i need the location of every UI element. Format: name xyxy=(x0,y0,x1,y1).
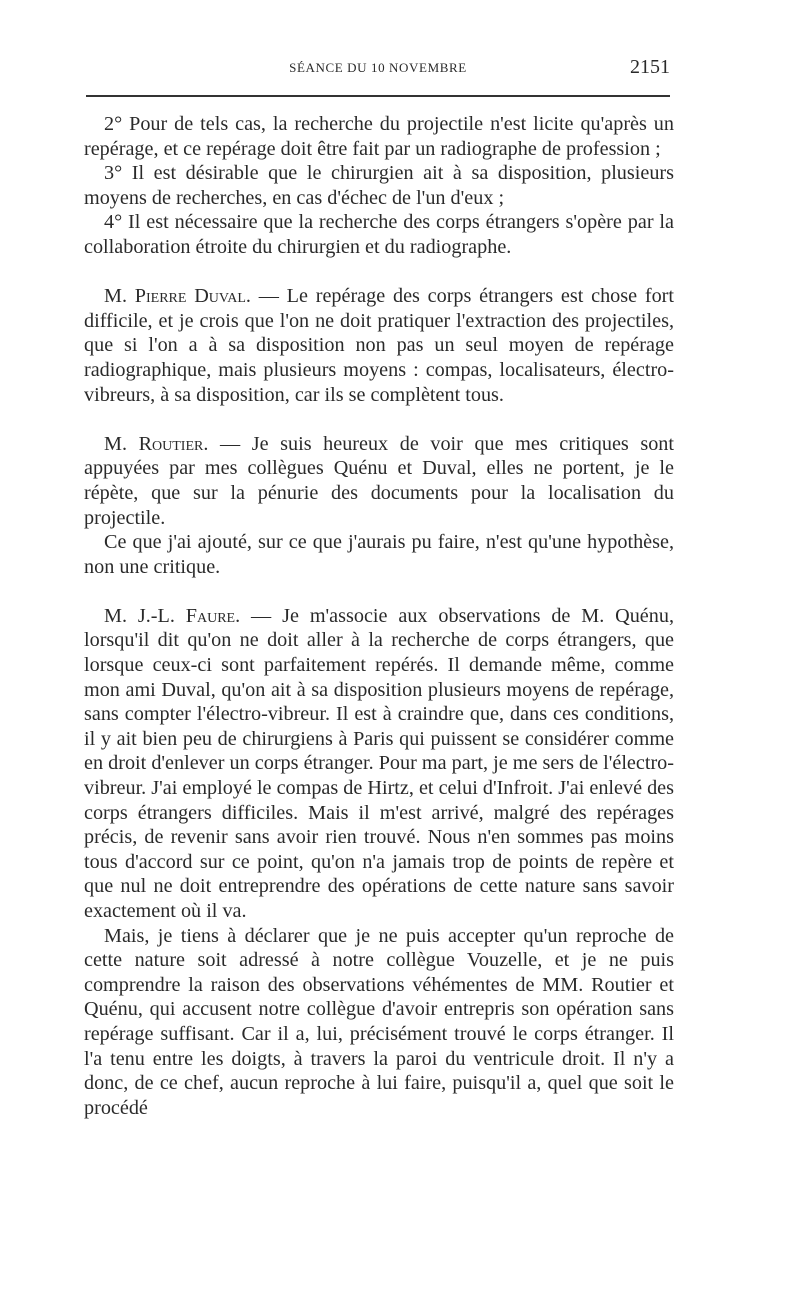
paragraph-3 xyxy=(84,161,674,210)
paragraph-4 xyxy=(84,210,674,259)
paragraph-text: — Je m'associe aux observations de M. Quénu, lorsqu'il dit qu'on ne doit aller à la recherche de corps étrangers, que lorsque ceux-ci sont parfaitement repérés. Il demande même, comme mon ami Duval, qu'on ait à sa disposition plusieurs moyens de repérage, sans compter l'électro-vibreur. Il est à craindre que, dans ces conditions, il y ait bien peu de chirurgiens à Paris qui puissent se considérer comme en droit d'enlever un corps étranger. Pour ma part, je me sers de l'électro-vibreur. J'ai employé le compas de Hirtz, et celui d'Infroit. J'ai enlevé des corps étrangers difficiles. Mais il m'est arrivé, malgré des repérages précis, de revenir sans avoir rien trouvé. Nous n'en sommes pas moins tous d'accord sur ce point, qu'on n'a jamais trop de points de repère et que nul ne doit entreprendre des opérations de cette nature sans savoir exactement où il va. xyxy=(84,604,675,922)
body-text xyxy=(84,112,674,1120)
speaker-name: M. J.-L. Faure. xyxy=(104,604,241,627)
running-head: SÉANCE DU 10 NOVEMBRE xyxy=(289,60,467,75)
paragraph-faure-cont xyxy=(84,924,674,1121)
paragraph-duval xyxy=(84,284,674,407)
paragraph-routier xyxy=(84,432,674,530)
paragraph-text: — Le repérage des corps étrangers est chose fort difficile, et je crois que l'on ne doit pratiquer l'extraction des projectiles, que si l'on a à sa disposition non pas un seul moyen de repérage radiographique, mais plusieurs moyens : compas, localisateurs, électro-vibreurs, à sa disposition, car ils se complètent tous. xyxy=(84,285,674,406)
paragraph-text: Mais, je tiens à déclarer que je ne puis accepter qu'un reproche de cette nature soit adressé à notre collègue Vouzelle, et je ne puis comprendre la raison des observations véhémentes de MM. Routier et Quénu, qui accusent notre collègue d'avoir entrepris son opération sans repérage suffisant. Car il a, lui, précisément trouvé le corps étranger. Il l'a tenu entre les doigts, à travers la paroi du ventricule droit. Il n'y a donc, de ce chef, aucun reproche à lui faire, puisqu'il a, quel que soit le procédé xyxy=(84,924,674,1119)
paragraph-text: 3° Il est désirable que le chirurgien ait à sa disposition, plusieurs moyens de recherches, en cas d'échec de l'un d'eux ; xyxy=(84,162,674,209)
header-rule xyxy=(86,95,670,97)
speaker-name: M. Routier. xyxy=(104,432,209,455)
paragraph-routier-cont xyxy=(84,530,674,579)
speaker-name: M. Pierre Duval. xyxy=(104,285,251,308)
paragraph-2 xyxy=(84,112,674,161)
page-number: 2151 xyxy=(630,56,670,78)
paragraph-faure xyxy=(84,604,674,924)
paragraph-text: 4° Il est nécessaire que la recherche des corps étrangers s'opère par la collaboration étroite du chirurgien et du radiographe. xyxy=(84,211,674,258)
paragraph-text: — Je suis heureux de voir que mes critiques sont appuyées par mes collègues Quénu et Duval, elles ne portent, je le répète, que sur la pénurie des documents pour la localisation du projectile. xyxy=(84,432,675,529)
paragraph-text: 2° Pour de tels cas, la recherche du projectile n'est licite qu'après un repérage, et ce repérage doit être fait par un radiographe de profession ; xyxy=(84,113,674,160)
paragraph-text: Ce que j'ai ajouté, sur ce que j'aurais pu faire, n'est qu'une hypothèse, non une critique. xyxy=(84,531,674,578)
page-header xyxy=(86,52,670,82)
